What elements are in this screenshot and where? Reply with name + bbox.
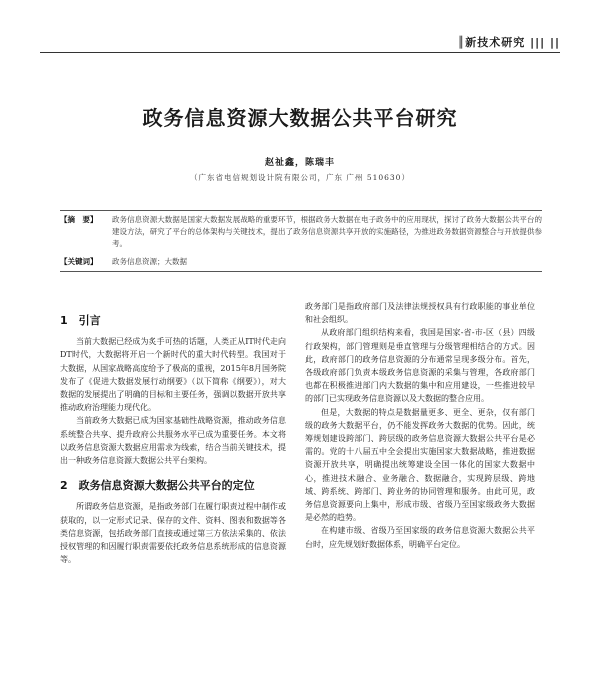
- abstract-label: 【摘 要】: [60, 215, 98, 224]
- right-column: [305, 300, 535, 551]
- section-1-heading: 1 引言: [60, 314, 101, 327]
- section-2-paragraph-1: 所谓政务信息资源，是指政务部门在履行职责过程中制作或获取的，以一定形式记录、保存的文件、资料、图表和数据等各类信息资源，包括政务部门直接或通过第三方依法采集的、依法授权管理的和因履行职责需要依托政务信息系统形成的信息资源等。: [60, 502, 286, 565]
- abstract-bottom-rule: [60, 271, 542, 272]
- section-1-paragraph-1: 当前大数据已经成为炙手可热的话题，人类正从IT时代走向DT时代，大数据将开启一个新时代的重大时代转型。我国对于大数据，从国家战略高度给予了极高的重视，2015年8月国务院发布了《促进大数据发展行动纲要》（以下简称《纲要》），对大数据的发展提出了明确的目标和主要任务，强调以数据开放共享推动政府治理能力现代化。: [60, 337, 286, 413]
- section-2-paragraph-2: 政务部门是指政府部门及法律法规授权具有行政职能的事业单位和社会组织。: [305, 302, 535, 325]
- article-affiliation: （广东省电信规划设计院有限公司，广东 广州 510630）: [190, 173, 410, 182]
- abstract-text: 政务信息资源大数据是国家大数据发展战略的重要环节，根据政务大数据在电子政务中的应用现状，探讨了政务大数据公共平台的建设方法，研究了平台的总体架构与关键技术，提出了政务信息资源共享开放的实施路径，为推进政务数据资源整合与开放提供参考。: [112, 215, 542, 248]
- right-paragraph-2: 但是，大数据的特点是数据量更多、更全、更杂，仅有部门级的政务大数据平台，仍不能发挥政务大数据的优势。因此，统筹规划建设跨部门、跨层级的政务信息资源大数据公共平台是必需的。党的十八届五中全会提出实施国家大数据战略，推进数据资源开放共享，明确提出统筹建设全国一体化的国家大数据中心，推进技术融合、业务融合、数据融合，实现跨层级、跨地域、跨系统、跨部门、跨业务的协同管理和服务。由此可见，政务信息资源要向上集中，形成市级、省级乃至国家级政务大数据是必然的趋势。: [305, 407, 535, 523]
- header-rule: [40, 52, 560, 53]
- keywords-label: 【关键词】: [60, 257, 98, 266]
- right-paragraph-1: 从政府部门组织结构来看，我国是国家-省-市-区（县）四级行政架构，部门管理则是垂直管理与分级管理相结合的方式。因此，政府部门的政务信息资源的分布通常呈现多级分布。首先，各级政府部门负责本级政务信息资源的采集与管理，各政府部门也都在积极推进部门内大数据的集中和应用建设，一些推进较早的部门已实现政务信息资源以及大数据的整合应用。: [305, 328, 535, 404]
- column-tag: ║新技术研究 ||| ||: [457, 36, 560, 49]
- keywords-row: [60, 253, 542, 271]
- section-2-heading: 2 政务信息资源大数据公共平台的定位: [60, 479, 255, 493]
- right-paragraph-3: 在构建市级、省级乃至国家级的政务信息资源大数据公共平台时，应先规划好数据体系，明确平台定位。: [305, 526, 535, 549]
- keywords-text: 政务信息资源；大数据: [112, 257, 187, 266]
- abstract-row: [60, 211, 542, 253]
- article-title: 政务信息资源大数据公共平台研究: [142, 106, 458, 130]
- left-column: [60, 312, 286, 566]
- article-authors: 赵祉鑫，陈瑞丰: [264, 158, 335, 168]
- spacer: [60, 467, 286, 477]
- section-1-paragraph-2: 当前政务大数据已成为国家基础性战略资源，推动政务信息系统整合共享、提升政府公共服务水平已成为重要任务。本文将以政务信息资源大数据应用需求为线索，结合当前关键技术，提出一种政务信息资源大数据公共平台架构。: [60, 416, 286, 466]
- abstract-box: [60, 210, 542, 272]
